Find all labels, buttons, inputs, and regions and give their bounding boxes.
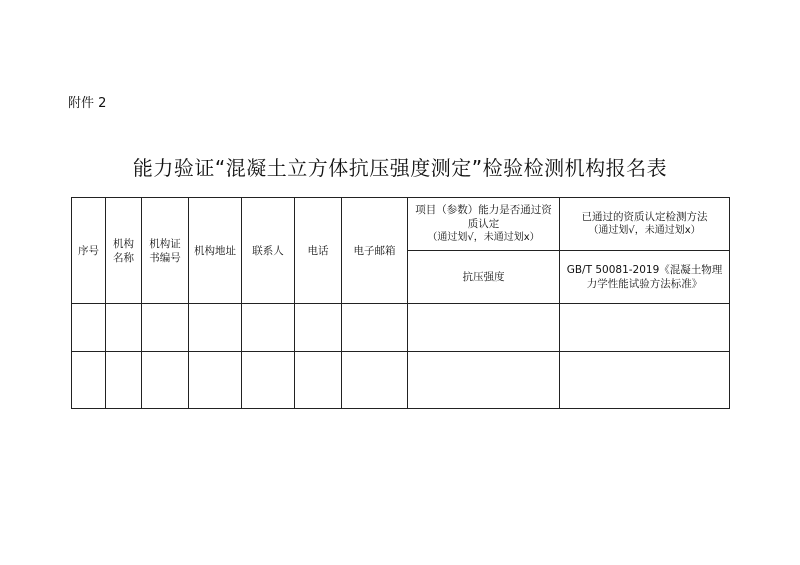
subheader-param: 抗压强度 — [408, 251, 560, 304]
cell-seq[interactable] — [72, 304, 106, 352]
cell-email[interactable] — [342, 304, 408, 352]
cell-contact[interactable] — [242, 352, 295, 409]
cell-org-address[interactable] — [189, 304, 242, 352]
cell-phone[interactable] — [295, 352, 342, 409]
cell-project-pass[interactable] — [408, 352, 560, 409]
cell-method-passed[interactable] — [560, 352, 730, 409]
header-seq: 序号 — [72, 198, 106, 304]
registration-table — [71, 197, 730, 409]
header-org-name: 机构名称 — [106, 198, 142, 304]
cell-org-name[interactable] — [106, 352, 142, 409]
cell-org-name[interactable] — [106, 304, 142, 352]
table-row — [72, 352, 730, 409]
subheader-method: GB/T 50081-2019《混凝土物理力学性能试验方法标准》 — [560, 251, 730, 304]
header-method-passed-title: 已通过的资质认定检测方法 — [581, 211, 708, 223]
header-org-cert-no: 机构证书编号 — [142, 198, 189, 304]
table-row — [72, 304, 730, 352]
header-phone: 电话 — [295, 198, 342, 304]
attachment-label: 附件 2 — [68, 96, 107, 111]
header-method-passed-note: （通过划√，未通过划x） — [588, 225, 701, 236]
header-method-passed — [560, 198, 730, 251]
cell-contact[interactable] — [242, 304, 295, 352]
cell-org-cert-no[interactable] — [142, 304, 189, 352]
cell-seq[interactable] — [72, 352, 106, 409]
cell-org-cert-no[interactable] — [142, 352, 189, 409]
header-project-pass — [408, 198, 560, 251]
header-contact: 联系人 — [242, 198, 295, 304]
cell-org-address[interactable] — [189, 352, 242, 409]
cell-phone[interactable] — [295, 304, 342, 352]
cell-project-pass[interactable] — [408, 304, 560, 352]
cell-method-passed[interactable] — [560, 304, 730, 352]
cell-email[interactable] — [342, 352, 408, 409]
header-email: 电子邮箱 — [342, 198, 408, 304]
header-project-pass-note: （通过划√，未通过划x） — [427, 232, 540, 243]
form-title: 能力验证“混凝土立方体抗压强度测定”检验检测机构报名表 — [132, 156, 668, 180]
header-project-pass-title: 项目（参数）能力是否通过资质认定 — [415, 204, 552, 230]
header-org-address: 机构地址 — [189, 198, 242, 304]
